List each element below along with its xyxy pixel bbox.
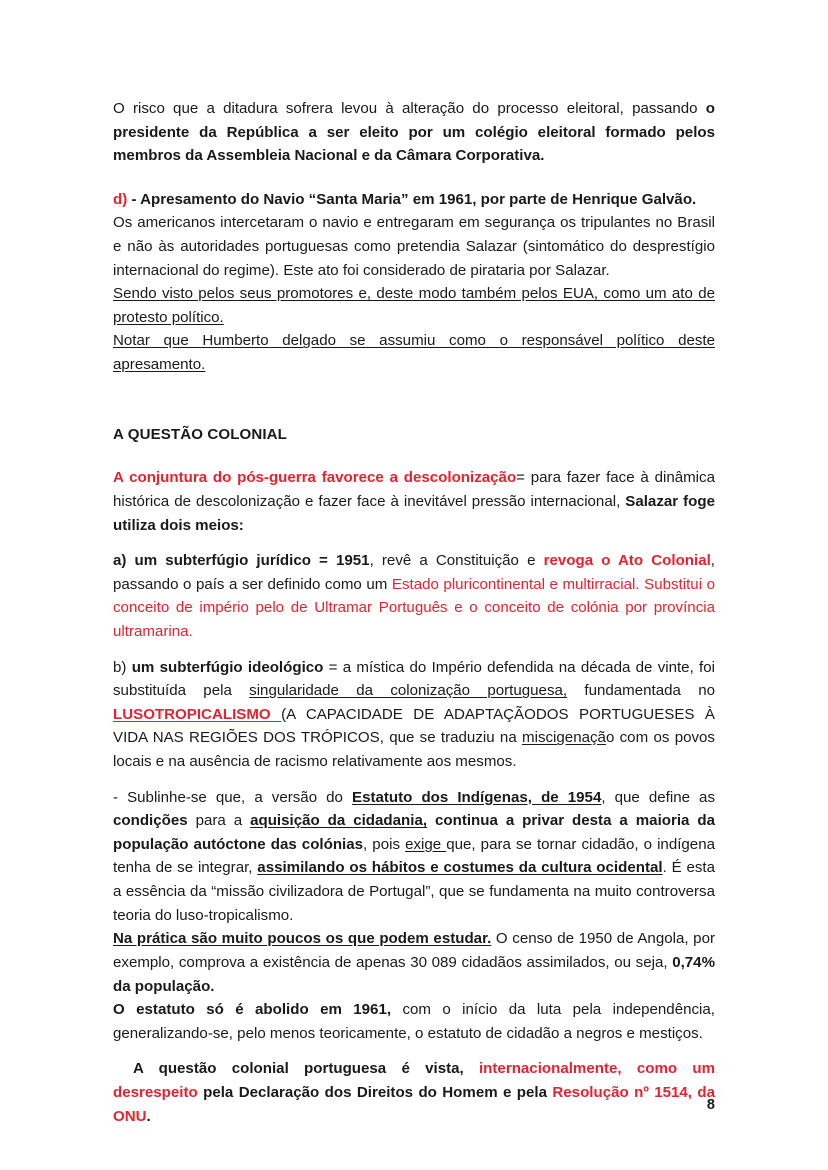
p5-underline-singularidade: singularidade da colonização portuguesa, — [249, 682, 568, 700]
p9-resolucao-onu-term: Resolução nº 1514, da ONU — [113, 1083, 715, 1125]
document-body — [113, 97, 715, 1128]
p6-assimilando-term: assimilando os hábitos e costumes da cultura ocidental — [257, 859, 663, 877]
p6-text-5: que, para se tornar cidadão, o indígena tenha de se integrar, — [113, 835, 715, 877]
p9-bold-2: pela Declaração dos Direitos do Homem e pela — [197, 1083, 553, 1101]
p5-lusotropicalismo-term: LUSOTROPICALISMO — [113, 705, 282, 723]
spacer — [113, 168, 715, 188]
p6-underline-exige: exige — [405, 835, 447, 853]
p8-bold-1: O estatuto só é abolido em 1961, — [113, 1001, 392, 1019]
spacer — [113, 644, 715, 656]
p7-bold-percentagem: 0,74% da população. — [113, 953, 715, 995]
p7-na-pratica-term: Na prática são muito poucos os que podem estudar. — [113, 930, 492, 948]
p3-red-bold-text: A conjuntura do pós-guerra favorece a descolonização — [113, 469, 517, 487]
p5-text-1: = a mística do Império defendida na década de vinte, foi substituída pela — [113, 658, 715, 700]
p4-red-2: Substitui o conceito de império pelo de Ultramar Português e o conceito de colónia por província ultramarina. — [113, 575, 715, 640]
p6-text-1: - Sublinhe-se que, a versão do — [113, 788, 353, 806]
p6-text-2: , que define as — [601, 788, 715, 806]
p6-text-3: para a — [187, 812, 251, 830]
paragraph-apresamento-title — [113, 188, 715, 212]
paragraph-estatuto-indigenas — [113, 786, 715, 928]
p3-bold-tail-text: Salazar foge utiliza dois meios: — [113, 492, 716, 534]
paragraph-subterfugio-ideologico — [113, 656, 715, 774]
p3-mid-text: = para fazer face à dinâmica histórica de descolonização e fazer face à inevitável pressão internacional, — [113, 469, 715, 510]
paragraph-apresamento-underlined-2: Notar que Humberto delgado se assumiu como o responsável político deste apresamento. — [113, 332, 715, 374]
p1-bold-text: o presidente da República a ser eleito por um colégio eleitoral formado pelos membros da Assembleia Nacional e da Câmara Corporativa. — [113, 100, 715, 165]
p5-text-4: o com os povos locais e na ausência de racismo relativamente aos mesmos. — [113, 729, 715, 771]
list-marker-d: d) — [113, 190, 128, 208]
p8-text-1: com o início da luta pela independência, generalizando-se, pelo menos teoricamente, o estatuto de cidadão a negros e mestiços. — [113, 1001, 715, 1042]
p4-text-2: , passando o país a ser definido como um — [113, 552, 715, 593]
p5-text-3: (A CAPACIDADE DE ADAPTAÇÃODOS PORTUGUESES À VIDA NAS REGIÕES DOS TRÓPICOS, que se traduziu na — [113, 705, 716, 747]
spacer — [113, 774, 715, 786]
paragraph-questao-colonial-internacional — [113, 1057, 715, 1128]
p6-bold-2: continua a privar desta a maioria da população autóctone das colónias — [113, 812, 716, 853]
p4-red-1: Estado pluricontinental e multirracial. — [391, 575, 640, 593]
paragraph-subterfugio-juridico — [113, 549, 715, 643]
paragraph-apresamento-body: Os americanos intercetaram o navio e entregaram em segurança os tripulantes no Brasil e não às autoridades portuguesas como pretendia Salazar (sintomático do desprestígio internacional do regime). Este ato foi considerado de pirataria por Salazar. — [113, 214, 715, 279]
p6-bold-condicoes: condições — [113, 812, 188, 830]
paragraph-estatuto-abolido — [113, 998, 715, 1045]
p5-underline-miscigenacao: miscigenaçã — [522, 729, 606, 747]
p7-text-1: O censo de 1950 de Angola, por exemplo, comprova a existência de apenas 30 089 cidadãos assimilados, ou seja, — [113, 930, 715, 971]
p5-bold-1: um subterfúgio ideológico — [131, 658, 324, 676]
p4-red-bold-1: revoga o Ato Colonial — [543, 552, 711, 570]
p4-text-1: , revê a Constituição e — [369, 552, 544, 570]
p9-red-bold-1: internacionalmente, como um desrespeito — [113, 1060, 715, 1101]
paragraph-risco-ditadura — [113, 97, 715, 168]
p2-title-text: - Apresamento do Navio “Santa Maria” em 1961, por parte de Henrique Galvão. — [127, 190, 697, 208]
page-number: 8 — [706, 1097, 715, 1113]
p1-lead-text: O risco que a ditadura sofrera levou à alteração do processo eleitoral, passando — [113, 100, 706, 117]
paragraph-na-pratica-censo — [113, 927, 715, 998]
p9-bold-3: . — [146, 1107, 151, 1125]
p6-text-4: , pois — [363, 835, 406, 853]
p6-estatuto-term: Estatuto dos Indígenas, de 1954 — [352, 788, 602, 806]
section-heading-questao-colonial: A QUESTÃO COLONIAL — [113, 425, 287, 443]
spacer — [113, 1045, 715, 1057]
p9-bold-1: A questão colonial portuguesa é vista, — [133, 1060, 479, 1078]
p6-aquisicao-cidadania-term: aquisição da cidadania, — [250, 812, 428, 830]
spacer — [113, 446, 715, 466]
spacer — [113, 537, 715, 549]
paragraph-apresamento-underlined-1: Sendo visto pelos seus promotores e, deste modo também pelos EUA, como um ato de protesto político. — [113, 285, 715, 326]
p6-text-6: . É esta a essência da “missão civilizadora de Portugal”, que se fundamenta na muito controversa teoria do luso-tropicalismo. — [113, 859, 715, 924]
p5-text-2: fundamentada no — [567, 682, 716, 700]
p5-lead: b) — [113, 658, 132, 676]
paragraph-conjuntura-pos-guerra — [113, 466, 715, 537]
spacer — [113, 377, 715, 423]
p4-bold-lead: a) um subterfúgio jurídico = 1951 — [113, 552, 370, 570]
